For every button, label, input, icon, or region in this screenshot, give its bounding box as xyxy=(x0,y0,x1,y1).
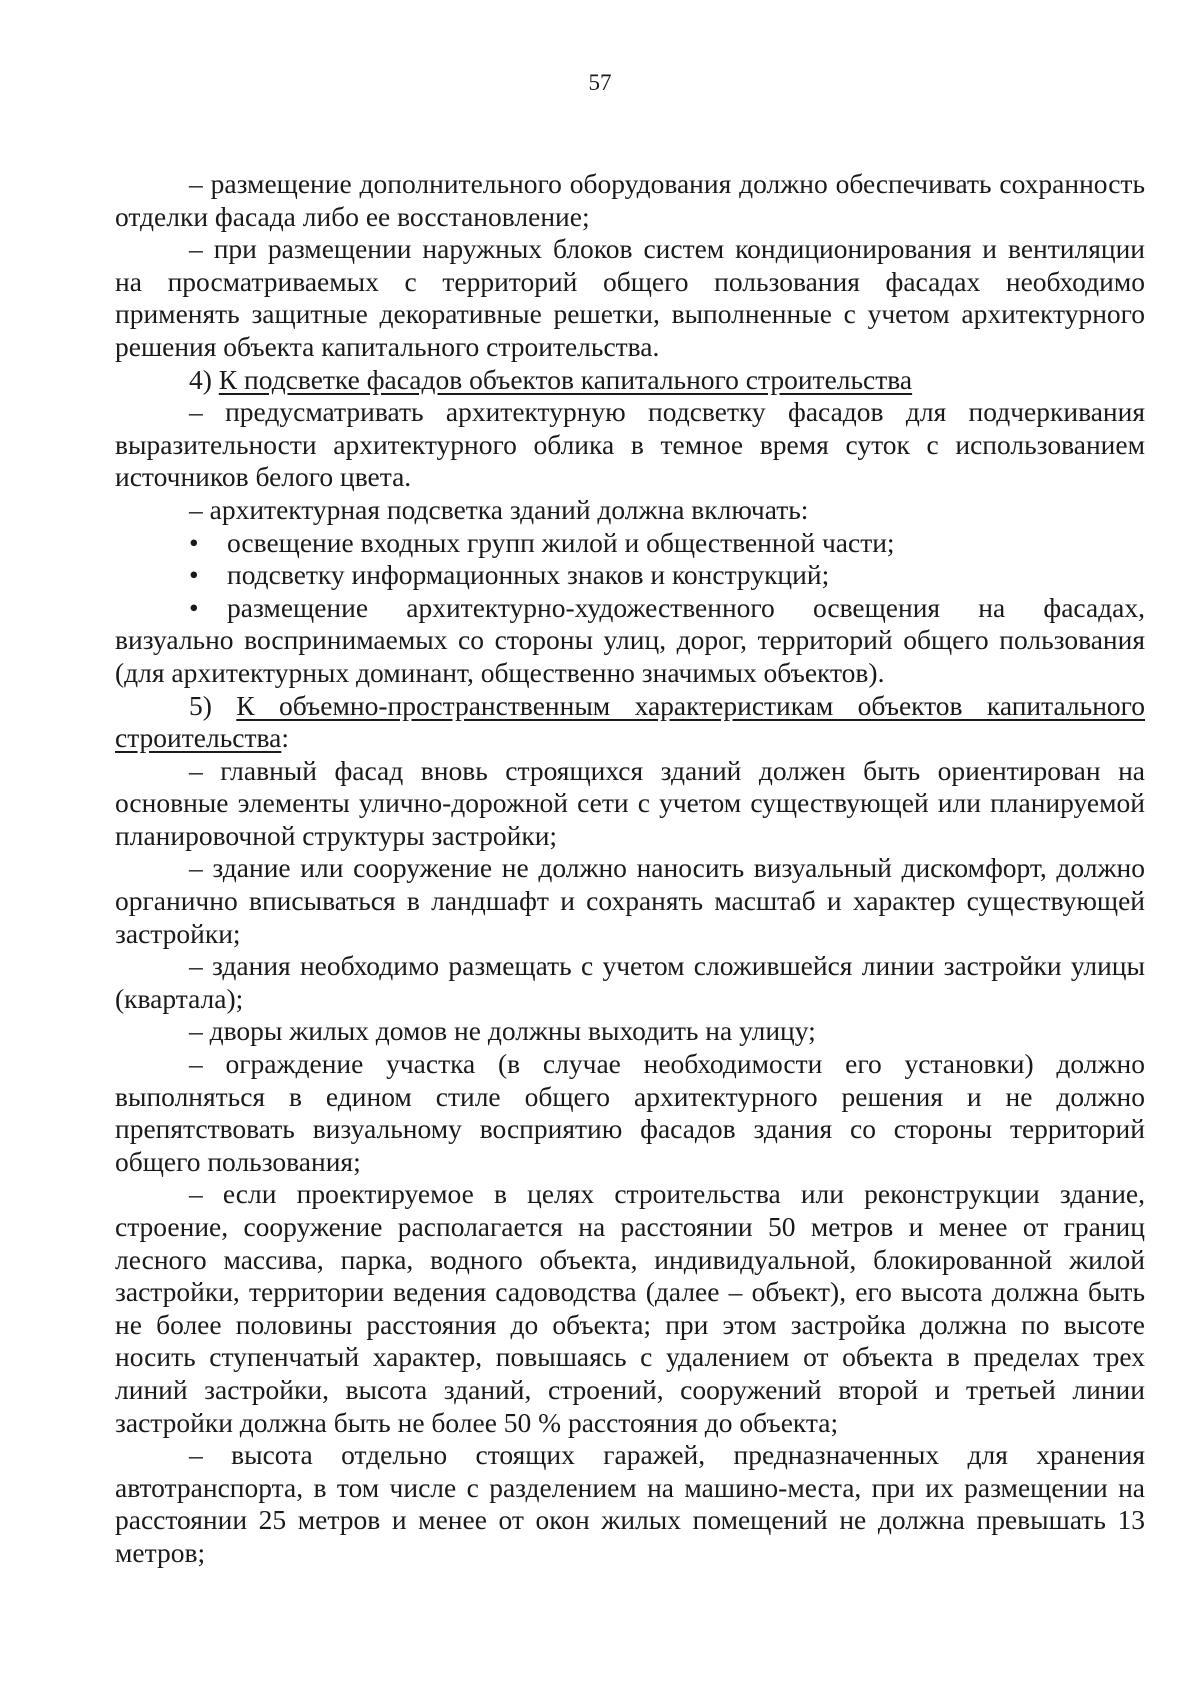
paragraph-garage-height: – высота отдельно стоящих гаражей, предназначенных для хранения автотранспорта, в том числе с разделением на машино-места, при их размещении на расстоянии 25 метров и менее от окон жилых помещений не должна превышать 13 метров; xyxy=(115,1439,1145,1568)
paragraph-building-line: – здания необходимо размещать с учетом сложившейся линии застройки улицы (квартала); xyxy=(115,950,1145,1014)
paragraph-ac-units: – при размещении наружных блоков систем кондиционирования и вентиляции на просматриваемых с территорий общего пользования фасадах необходимо применять защитные декоративные решетки, выполненные с учетом архитектурного решения объекта капитального строительства. xyxy=(115,233,1145,362)
bullet-icon: • xyxy=(189,526,199,558)
bullet-item xyxy=(115,592,1145,690)
paragraph-visual-discomfort: – здание или сооружение не должно наносить визуальный дискомфорт, должно органично вписываться в ландшафт и сохранять масштаб и характер существующей застройки; xyxy=(115,852,1145,949)
paragraph-height-limits: – если проектируемое в целях строительства или реконструкции здание, строение, сооружение располагается на расстоянии 50 метров и менее от границ лесного массива, парка, водного объекта, индивидуальной, блокированной жилой застройки, территории ведения садоводства (далее – объект), его высота должна быть не более половины расстояния до объекта; при этом застройка должна по высоте носить ступенчатый характер, повышаясь с удалением от объекта в пределах трех линий застройки, высота зданий, строений, сооружений второй и третьей линии застройки должна быть не более 50 % расстояния до объекта; xyxy=(115,1178,1145,1438)
document-body xyxy=(115,168,1145,1570)
section-number-4: 4) xyxy=(189,363,212,395)
paragraph-lighting-includes: – архитектурная подсветка зданий должна включать: xyxy=(189,493,809,525)
section-heading-5 xyxy=(115,690,1145,755)
section-title-5-colon: : xyxy=(281,722,289,754)
bullet-text: размещение архитектурно-художественного освещения на фасадах, визуально воспринимаемых со стороны улиц, дорог, территорий общего пользования (для архитектурных доминант, общественно значимых объектов). xyxy=(115,591,1145,688)
bullet-item xyxy=(115,559,1145,592)
bullet-icon: • xyxy=(189,559,199,591)
paragraph-main-facade: – главный фасад вновь строящихся зданий должен быть ориентирован на основные элементы улично-дорожной сети с учетом существующей или планируемой планировочной структуры застройки; xyxy=(115,754,1145,851)
page-number: 57 xyxy=(588,70,612,95)
paragraph-lighting-requirement: – предусматривать архитектурную подсветку фасадов для подчеркивания выразительности архитектурного облика в темное время суток с использованием источников белого цвета. xyxy=(115,396,1145,493)
paragraph-equipment-placement: – размещение дополнительного оборудования должно обеспечивать сохранность отделки фасада либо ее восстановление; xyxy=(115,168,1145,232)
section-heading-4 xyxy=(115,364,1145,397)
section-title-5: К объемно-пространственным характеристикам объектов капитального строительства xyxy=(115,689,1146,754)
paragraph-courtyards: – дворы жилых домов не должны выходить на улицу; xyxy=(189,1015,816,1047)
bullet-text: подсветку информационных знаков и конструкций; xyxy=(227,559,830,591)
paragraph-fencing: – ограждение участка (в случае необходимости его установки) должно выполняться в едином стиле общего архитектурного решения и не должно препятствовать визуальному восприятию фасадов здания со стороны территорий общего пользования; xyxy=(115,1048,1145,1177)
section-number-5: 5) xyxy=(189,689,212,721)
bullet-text: освещение входных групп жилой и общественной части; xyxy=(227,526,895,558)
section-title-4: К подсветке фасадов объектов капитального строительства xyxy=(218,363,913,395)
bullet-item xyxy=(115,527,1145,560)
bullet-icon: • xyxy=(189,591,199,623)
